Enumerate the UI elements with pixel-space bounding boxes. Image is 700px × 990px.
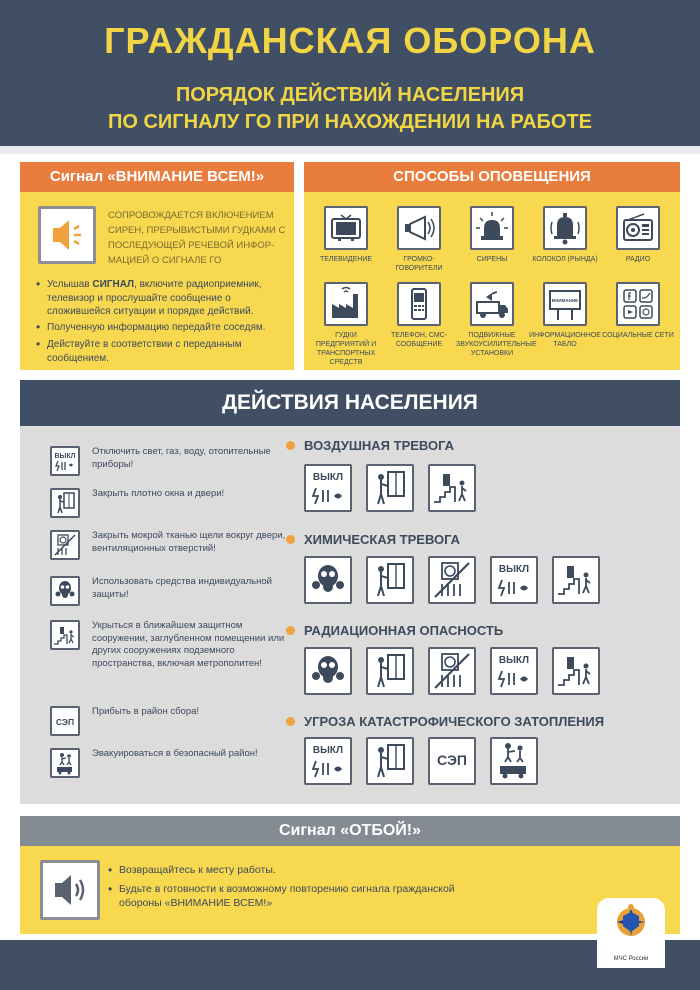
notify-item-phone — [383, 282, 455, 349]
off-label: ВЫКЛ — [498, 655, 530, 666]
notify-item-board — [529, 282, 601, 349]
header — [0, 0, 700, 146]
subtitle-line-2: ПО СИГНАЛУ ГО ПРИ НАХОЖДЕНИИ НА РАБОТЕ — [107, 111, 592, 133]
close-windows-icon — [366, 647, 414, 695]
action-text-shelter: Укрыться в ближайшем защитном сооружении, заглубленном помещении или других сооружениях подземного пространства, включая метрополитен! — [92, 620, 285, 669]
sep-text: СЭП — [55, 717, 75, 727]
action-item-gas-mask — [50, 576, 290, 606]
loudspeaker-icon — [397, 206, 441, 250]
radio-icon — [616, 206, 660, 250]
notify-label-factory: ГУДКИ ПРЕДПРИЯТИЙ И ТРАНСПОРТНЫХ СРЕДСТВ — [315, 332, 377, 366]
divider — [0, 146, 700, 154]
vehicle-icon — [470, 282, 514, 326]
logo-text: МЧС России — [613, 956, 649, 962]
notify-label-board: ИНФОРМАЦИОННОЕ ТАБЛО — [529, 332, 601, 348]
notify-item-factory — [310, 282, 382, 367]
switch-off-icon — [490, 647, 538, 695]
factory-icon — [324, 282, 368, 326]
siren-icon — [470, 206, 514, 250]
action-item-seal-gaps — [50, 530, 290, 566]
gas-mask-icon — [50, 576, 80, 606]
action-item-sep — [50, 706, 290, 736]
all-clear-signal-panel — [20, 816, 680, 934]
all-clear-bullet-2: • Будьте в готовности к возможному повторению сигнала гражданской обороны «ВНИМАНИЕ ВСЕМ!» — [108, 882, 488, 910]
notification-methods-title: СПОСОБЫ ОПОВЕЩЕНИЯ — [304, 162, 680, 192]
attention-bullet-1 — [36, 278, 288, 319]
shelter-icon — [50, 620, 80, 650]
notify-item-vehicle — [456, 282, 537, 358]
gas-mask-icon — [304, 647, 352, 695]
action-text-gas-mask: Использовать средства индивидуальной защиты! — [92, 576, 272, 600]
sep-icon — [50, 706, 80, 736]
switch-off-icon — [50, 446, 80, 476]
action-text-sep: Прибыть в район сбора! — [92, 706, 200, 717]
off-label: ВЫКЛ — [312, 472, 344, 483]
footer — [0, 940, 700, 990]
shelter-icon — [552, 556, 600, 604]
attention-bullet-3: • Действуйте в соответствии с переданным сообщением. — [36, 338, 288, 365]
seal-gaps-icon — [50, 530, 80, 560]
evacuate-icon — [490, 737, 538, 785]
attention-signal-panel — [20, 162, 294, 370]
off-label: ВЫКЛ — [312, 745, 344, 756]
phone-icon — [397, 282, 441, 326]
gas-mask-icon — [304, 556, 352, 604]
notify-item-bell — [529, 206, 601, 264]
notify-item-social — [602, 282, 674, 340]
action-item-close-windows — [50, 488, 290, 518]
shelter-icon — [552, 647, 600, 695]
notify-label-bell: КОЛОКОЛ (РЫНДА) — [532, 256, 598, 263]
action-item-switch-off — [50, 446, 290, 476]
sep-label: СЭП — [437, 752, 467, 768]
notify-label-loudspeaker: ГРОМКО-ГОВОРИТЕЛИ — [395, 256, 443, 272]
notify-item-radio — [602, 206, 674, 264]
speaker-icon — [38, 206, 96, 264]
alert-title-air: ВОЗДУШНАЯ ТРЕВОГА — [304, 438, 455, 453]
notify-item-siren — [456, 206, 528, 264]
close-windows-icon — [366, 737, 414, 785]
seal-gaps-icon — [428, 647, 476, 695]
alert-title-chemical: ХИМИЧЕСКАЯ ТРЕВОГА — [304, 532, 461, 547]
board-text: ВНИМАНИЕ — [551, 298, 579, 303]
evacuate-icon — [50, 748, 80, 778]
emercom-logo — [597, 898, 665, 968]
attention-bullet-2: • Полученную информацию передайте соседям. — [36, 321, 288, 335]
close-windows-icon — [366, 464, 414, 512]
off-label: ВЫКЛ — [498, 564, 530, 575]
close-windows-icon — [50, 488, 80, 518]
switch-off-icon — [304, 464, 352, 512]
page-title: ГРАЖДАНСКАЯ ОБОРОНА — [104, 20, 596, 61]
speaker-icon — [40, 860, 100, 920]
population-actions-title: ДЕЙСТВИЯ НАСЕЛЕНИЯ — [20, 380, 680, 426]
subtitle-line-1: ПОРЯДОК ДЕЙСТВИЙ НАСЕЛЕНИЯ — [175, 84, 525, 106]
action-item-shelter — [50, 620, 290, 686]
board-icon — [543, 282, 587, 326]
all-clear-title: Сигнал «ОТБОЙ!» — [20, 816, 680, 846]
attention-description: СОПРОВОЖДАЕТСЯ ВКЛЮЧЕНИЕМ СИРЕН, ПРЕРЫВИСТЫМИ ГУДКАМИ С ПОСЛЕДУЮЩЕЙ РЕЧЕВОЙ ИНФОРМАЦИЕЙ О СИГНАЛЕ ГО — [108, 210, 286, 266]
action-text-seal-gaps: Закрыть мокрой тканью щели вокруг двери, вентиляционных отверстий! — [92, 530, 286, 554]
action-text-evacuate: Эвакуироваться в безопасный район! — [92, 748, 258, 759]
tv-icon — [324, 206, 368, 250]
alert-title-flood: УГРОЗА КАТАСТРОФИЧЕСКОГО ЗАТОПЛЕНИЯ — [304, 714, 605, 729]
notify-item-tv — [310, 206, 382, 264]
switch-off-icon — [490, 556, 538, 604]
action-text-close-windows: Закрыть плотно окна и двери! — [92, 488, 225, 499]
alert-title-radiation: РАДИАЦИОННАЯ ОПАСНОСТЬ — [304, 623, 504, 638]
social-icon — [616, 282, 660, 326]
notify-label-vehicle: ПОДВИЖНЫЕ ЗВУКОУСИЛИТЕЛЬНЫЕ УСТАНОВКИ — [456, 332, 537, 357]
bullet-1-bold: СИГНАЛ — [92, 279, 135, 290]
notify-label-siren: СИРЕНЫ — [476, 256, 508, 263]
page-subtitle — [0, 82, 700, 136]
seal-gaps-icon — [428, 556, 476, 604]
all-clear-bullet-1: • Возвращайтесь к месту работы. — [108, 863, 488, 877]
sep-icon — [428, 737, 476, 785]
off-text: ВЫКЛ — [54, 453, 76, 460]
emercom-emblem-icon — [597, 898, 665, 950]
close-windows-icon — [366, 556, 414, 604]
notification-methods-panel — [304, 162, 680, 370]
notify-item-loudspeaker — [383, 206, 455, 273]
shelter-icon — [428, 464, 476, 512]
population-actions-panel — [20, 380, 680, 804]
notify-label-radio: РАДИО — [625, 256, 651, 263]
notify-label-social: СОЦИАЛЬНЫЕ СЕТИ — [602, 332, 674, 339]
switch-off-icon — [304, 737, 352, 785]
bullet-1-pre: Услышав — [47, 279, 93, 290]
bullet-1-post: , включите радиоприемник, телевизор и прослушайте сообщение о сложившейся ситуации и порядке действий. — [47, 279, 262, 317]
attention-signal-title: Сигнал «ВНИМАНИЕ ВСЕМ!» — [20, 162, 294, 192]
action-item-evacuate — [50, 748, 290, 778]
notify-label-phone: ТЕЛЕФОН, СМС-СООБЩЕНИЕ — [390, 332, 448, 348]
notify-label-tv: ТЕЛЕВИДЕНИЕ — [319, 256, 373, 263]
action-text-switch-off: Отключить свет, газ, воду, отопительные приборы! — [92, 446, 271, 470]
bell-icon — [543, 206, 587, 250]
